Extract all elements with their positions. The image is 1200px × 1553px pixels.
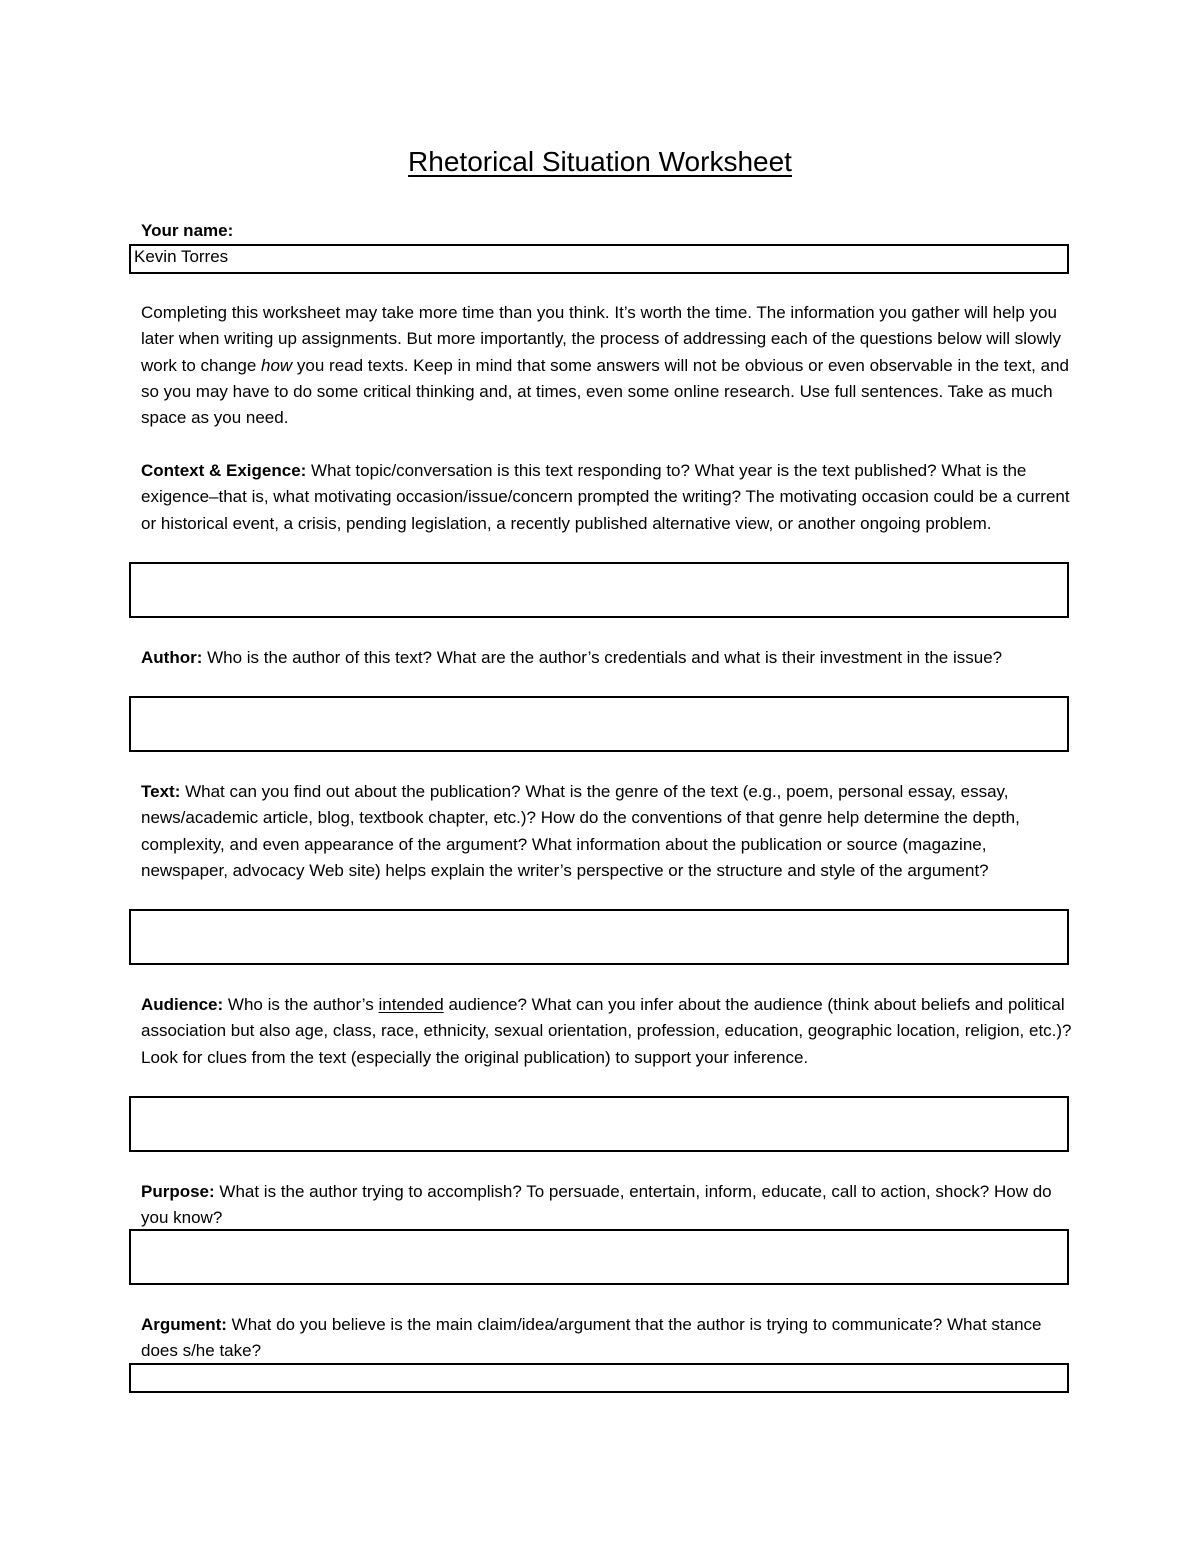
intro-paragraph: Completing this worksheet may take more time than you think. It’s worth the time. The information you gather will help you later when writing up assignments. But more importantly, the process of addressing each of the questions below will slowly work to change how you read texts. Keep in mind that some answers will not be obvious or even observable in the text, and so you may have to do some critical thinking and, at times, even some online research. Use full sentences. Take as much space as you need. [141,303,1069,428]
author-answer-field[interactable] [129,696,1069,752]
page-title: Rhetorical Situation Worksheet [408,146,792,177]
name-label: Your name: [141,221,234,240]
name-value: Kevin Torres [134,247,229,266]
author-label: Author: [141,648,203,667]
audience-answer-field[interactable] [129,1096,1069,1152]
argument-answer-field[interactable] [129,1363,1069,1393]
context-question: Context & Exigence: What topic/conversation is this text responding to? What year is the text published? What is the exigence–that is, what motivating occasion/issue/concern prompted the writing? The motivating occasion could be a current or historical event, a crisis, pending legislation, a recently published alternative view, or another ongoing problem. [141,461,1070,533]
author-question: Author: Who is the author of this text? What are the author’s credentials and what is their investment in the issue? [141,648,1003,667]
context-label: Context & Exigence: [141,461,307,480]
text-answer-field[interactable] [129,909,1069,965]
audience-question: Audience: Who is the author’s intended audience? What can you infer about the audience (think about beliefs and political association but also age, class, race, ethnicity, sexual orientation, profession, education, geographic location, religion, etc.)? Look for clues from the text (especially the original publication) to support your inference. [141,995,1072,1067]
purpose-question: Purpose: What is the author trying to accomplish? To persuade, entertain, inform, educate, call to action, shock? How do you know? [141,1182,1052,1228]
argument-question: Argument: What do you believe is the main claim/idea/argument that the author is trying to communicate? What stance does s/he take? [141,1315,1042,1361]
text-label: Text: [141,782,181,801]
argument-label: Argument: [141,1315,227,1334]
audience-intended: intended [378,995,444,1014]
purpose-answer-field[interactable] [129,1229,1069,1285]
context-answer-field[interactable] [129,562,1069,618]
text-question: Text: What can you find out about the publication? What is the genre of the text (e.g., poem, personal essay, essay, news/academic article, blog, textbook chapter, etc.)? How do the conventions of that genre help determine the depth, complexity, and even appearance of the argument? What information about the publication or source (magazine, newspaper, advocacy Web site) helps explain the writer’s perspective or the structure and style of the argument? [141,782,1020,880]
intro-emphasis: how [261,355,293,375]
name-field[interactable] [129,244,1069,274]
audience-label: Audience: [141,995,224,1014]
purpose-label: Purpose: [141,1182,215,1201]
